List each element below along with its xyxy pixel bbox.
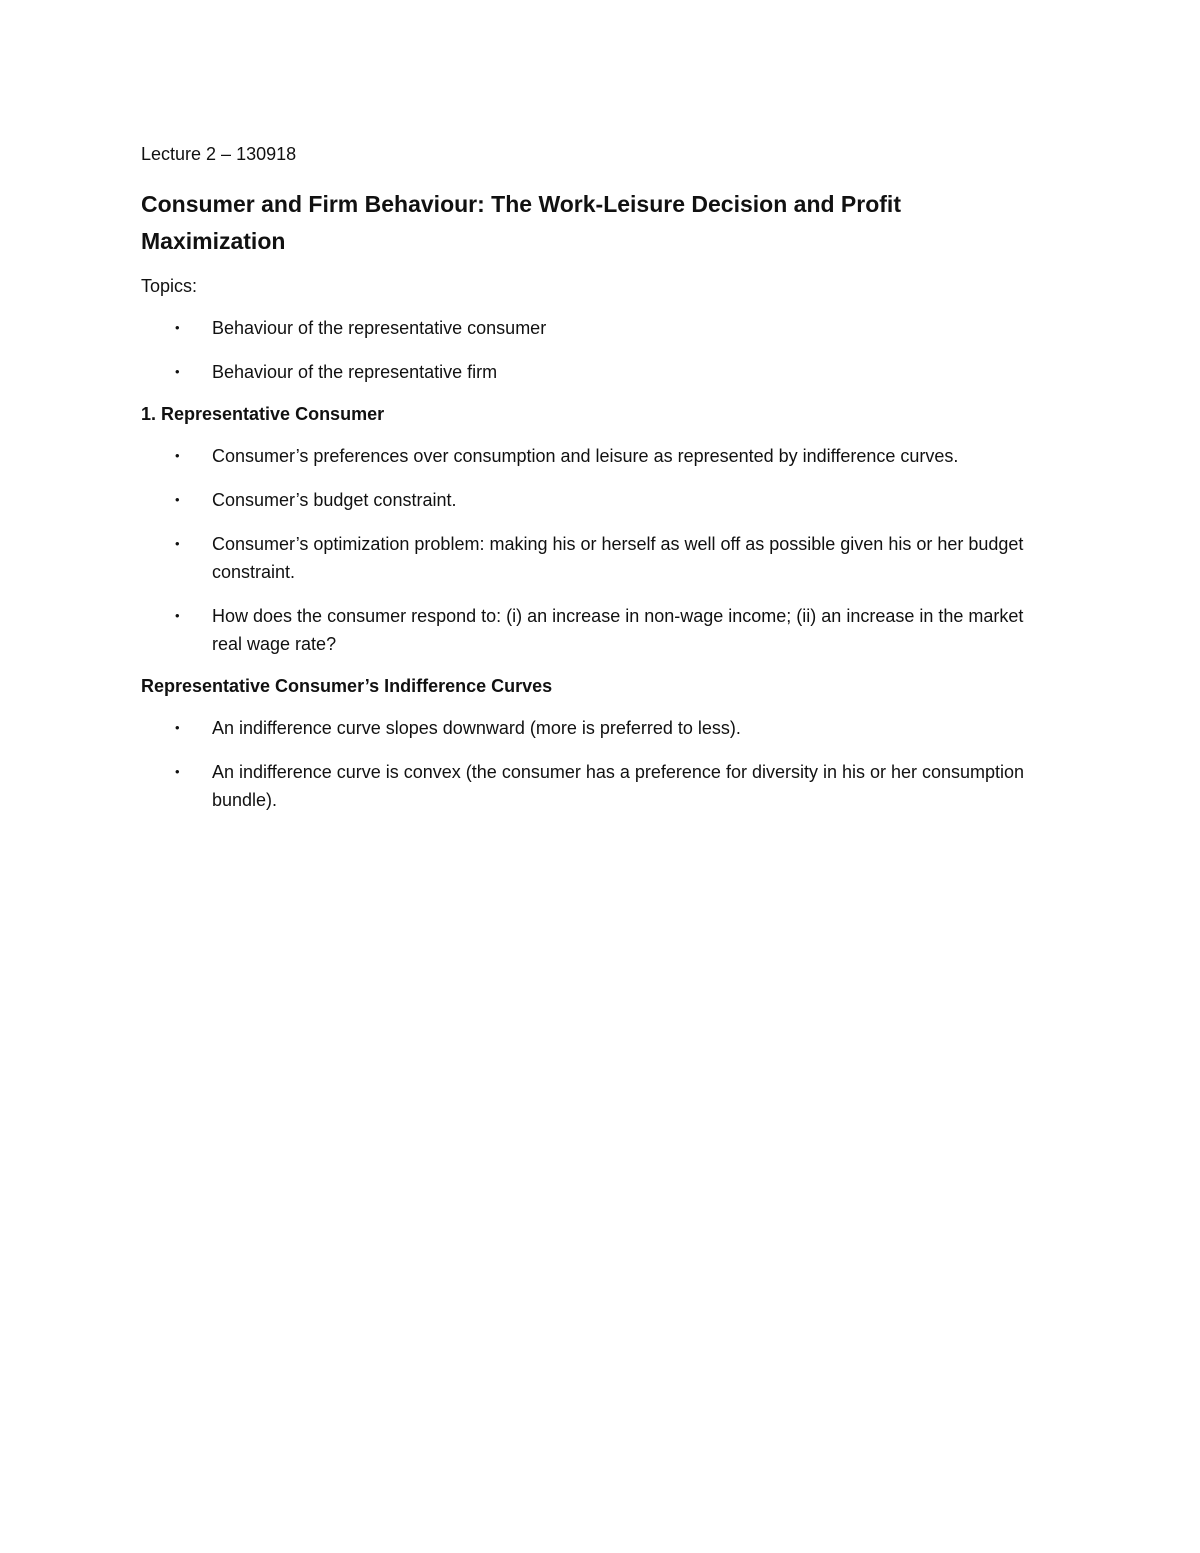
section-heading-indifference-curves: Representative Consumer’s Indifference Curves xyxy=(141,676,553,696)
list-item xyxy=(141,758,1051,814)
list-item xyxy=(141,486,1051,514)
list-item xyxy=(141,530,1051,586)
list-item xyxy=(141,314,1051,342)
section-heading-representative-consumer: 1. Representative Consumer xyxy=(141,404,385,424)
representative-consumer-list xyxy=(141,442,1051,658)
list-item xyxy=(141,358,1051,386)
list-item-text: An indifference curve is convex (the consumer has a preference for diversity in his or her consumption bundle). xyxy=(212,762,1025,810)
bullet-icon: • xyxy=(175,608,180,623)
bullet-icon: • xyxy=(175,720,180,735)
list-item-text: Consumer’s budget constraint. xyxy=(212,490,457,510)
bullet-icon: • xyxy=(175,536,180,551)
indifference-curves-list xyxy=(141,714,1051,814)
list-item-text: Behaviour of the representative consumer xyxy=(212,318,547,338)
topics-label: Topics: xyxy=(141,276,198,296)
bullet-icon: • xyxy=(175,320,180,335)
bullet-icon: • xyxy=(175,364,180,379)
list-item xyxy=(141,714,1051,742)
list-item-text: An indifference curve slopes downward (more is preferred to less). xyxy=(212,718,741,738)
topics-list xyxy=(141,314,1051,386)
bullet-icon: • xyxy=(175,448,180,463)
list-item-text: Behaviour of the representative firm xyxy=(212,362,498,382)
list-item-text: Consumer’s optimization problem: making his or herself as well off as possible given his or her budget constraint. xyxy=(212,534,1024,582)
list-item xyxy=(141,442,1051,470)
list-item xyxy=(141,602,1051,658)
document-page xyxy=(141,140,1051,828)
list-item-text: How does the consumer respond to: (i) an increase in non-wage income; (ii) an increase in the market real wage rate? xyxy=(212,606,1024,654)
lecture-label: Lecture 2 – 130918 xyxy=(141,144,297,164)
bullet-icon: • xyxy=(175,492,180,507)
list-item-text: Consumer’s preferences over consumption and leisure as represented by indifference curves. xyxy=(212,446,959,466)
document-title: Consumer and Firm Behaviour: The Work-Leisure Decision and Profit Maximization xyxy=(141,191,901,254)
bullet-icon: • xyxy=(175,764,180,779)
